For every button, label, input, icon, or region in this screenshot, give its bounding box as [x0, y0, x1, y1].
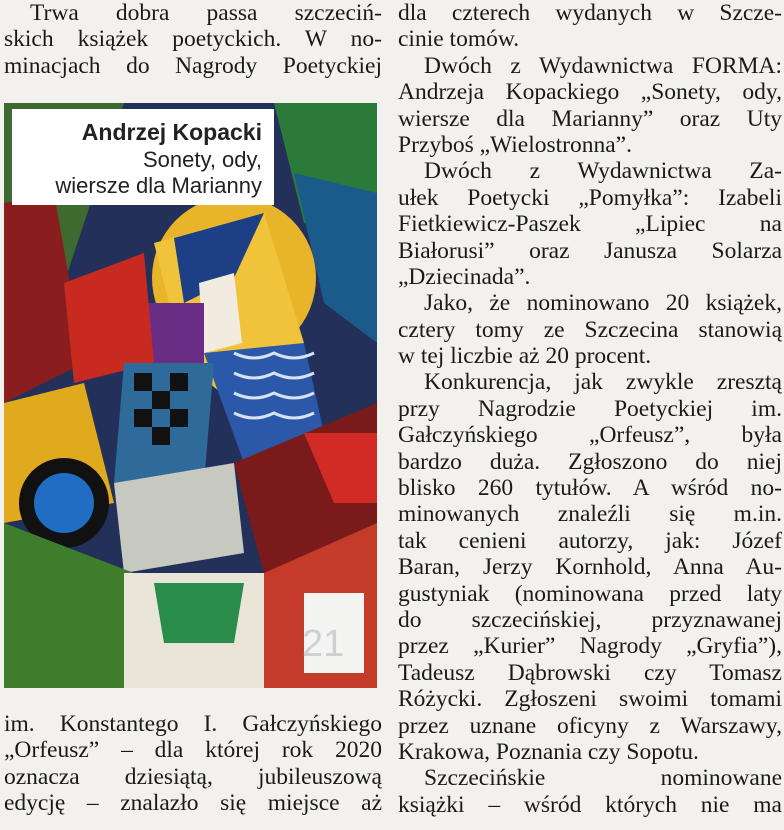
text-line: Dwóch z Wydawnictwa FORMA: [424, 52, 782, 79]
text-line: „Dziecinada”. [398, 263, 531, 290]
text-line: Szczecińskie nominowane [424, 765, 782, 792]
book-cover-image [4, 103, 377, 688]
text-line: oznacza dziesiątą, jubileuszową [4, 763, 382, 790]
cover-series-number: 21 [302, 623, 345, 665]
text-line: ułek Poetycki „Pomyłka”: Izabeli [398, 184, 782, 211]
text-line: blisko 260 tytułów. A wśród no- [398, 475, 782, 502]
text-line: skich książek poetyckich. W no- [4, 26, 382, 53]
cover-author: Andrzej Kopacki [81, 119, 262, 145]
text-line: Krakowa, Poznania czy Sopotu. [398, 738, 699, 765]
text-line: „Orfeusz” – dla której rok 2020 [4, 737, 382, 764]
text-line: Konkurencja, jak zwykle zresztą [424, 369, 782, 396]
right-column [398, 0, 782, 818]
text-line: Przyboś „Wielostronna”. [398, 131, 632, 158]
text-line: Fietkiewicz-Paszek „Lipiec na [398, 211, 782, 238]
cover-title-line: wiersze dla Marianny [55, 173, 262, 198]
text-line: wiersze dla Marianny” oraz Uty [398, 105, 782, 132]
text-line: im. Konstantego I. Gałczyńskiego [4, 711, 382, 737]
text-line: przez uznane oficyny z Warszawy, [398, 712, 782, 739]
text-line: Jako, że nominowano 20 książek, [424, 290, 782, 317]
text-line: Gałczyńskiego „Orfeusz”, była [398, 422, 782, 449]
text-line: Baran, Jerzy Kornhold, Anna Au- [398, 554, 782, 581]
left-column [4, 0, 382, 79]
text-line: dla czterech wydanych w Szcze- [398, 0, 782, 26]
left-column-bottom [4, 711, 382, 817]
text-line: książki – wśród których nie ma [398, 791, 782, 818]
text-line: Trwa dobra passa szczeciń- [30, 0, 382, 26]
text-line: przez „Kurier” Nagrody „Gryfia”), [398, 633, 782, 660]
text-line: przy Nagrodzie Poetyckiej im. [398, 395, 782, 422]
cover-title-box [12, 109, 274, 205]
text-line: minowanych znaleźli się m.in. [398, 501, 782, 528]
text-line: w tej liczbie aż 20 procent. [398, 343, 652, 370]
text-line: tak cenieni autorzy, jak: Józef [398, 527, 782, 554]
text-line: do szczecińskiej, przyznawanej [398, 606, 782, 633]
text-line: Tadeusz Dąbrowski czy Tomasz [398, 659, 782, 686]
text-line: Andrzeja Kopackiego „Sonety, ody, [398, 79, 782, 106]
text-line: edycję – znalazło się miejsce aż [4, 790, 382, 817]
text-line: cinie tomów. [398, 26, 520, 53]
text-line: Dwóch z Wydawnictwa Za- [424, 158, 782, 185]
text-line: Różycki. Zgłoszeni swoimi tomami [398, 686, 782, 713]
text-line: cztery tomy ze Szczecina stanowią [398, 316, 782, 343]
text-line: gustyniak (nominowana przed laty [398, 580, 782, 607]
text-line: Białorusi” oraz Janusza Solarza [398, 237, 782, 264]
cover-title-line: Sonety, ody, [142, 147, 262, 172]
text-line: minacjach do Nagrody Poetyckiej [4, 52, 382, 79]
text-line: bardzo duża. Zgłoszono do niej [398, 448, 782, 475]
